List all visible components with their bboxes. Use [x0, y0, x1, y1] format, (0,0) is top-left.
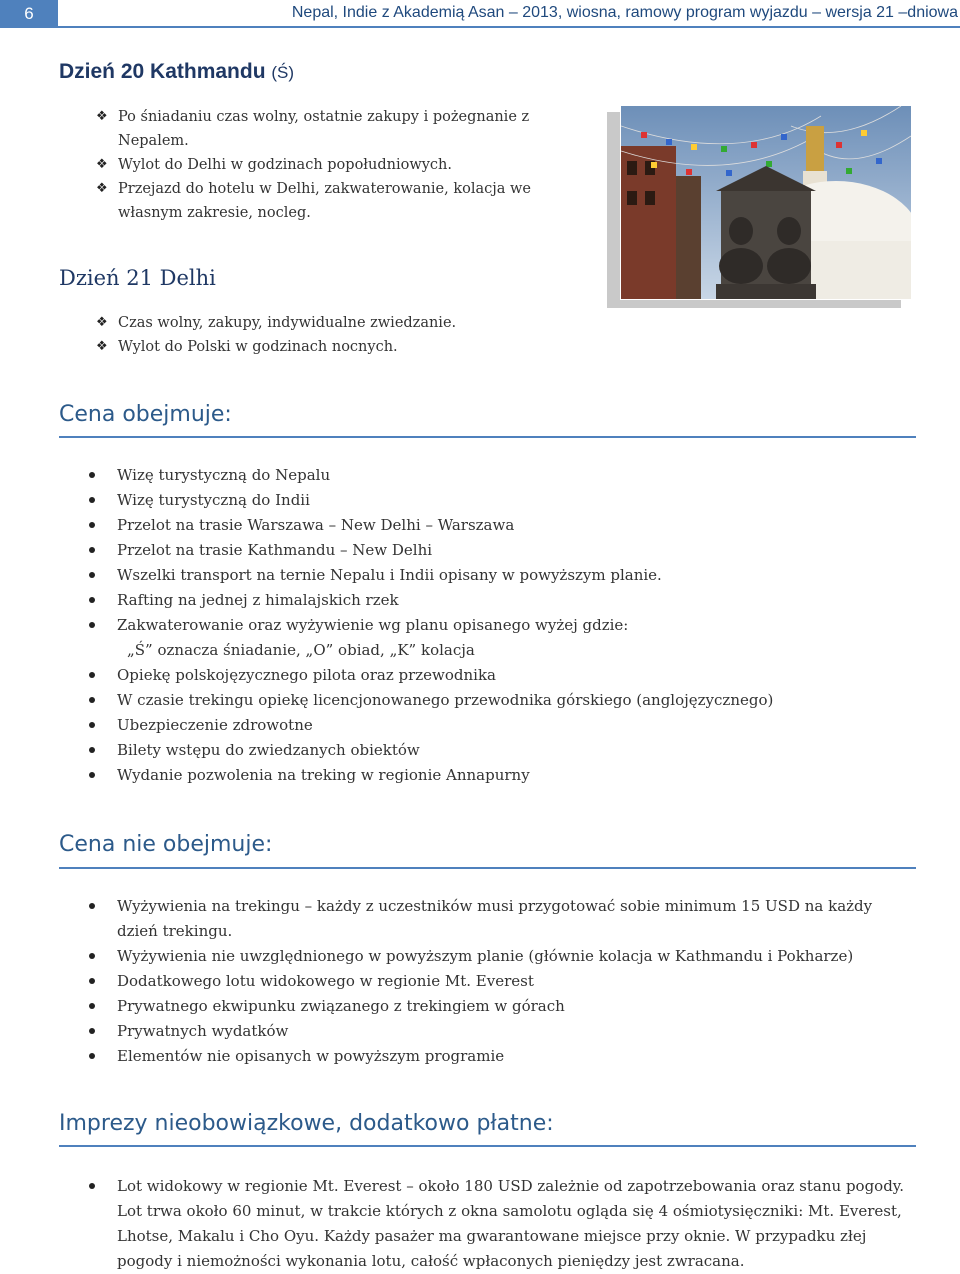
- list-item: Wizę turystyczną do Nepalu: [88, 463, 918, 488]
- header-rule: [58, 26, 960, 28]
- list-item: Ubezpieczenie zdrowotne: [88, 713, 918, 738]
- list-item: Wydanie pozwolenia na treking w regionie Annapurny: [88, 763, 918, 788]
- list-item: Dodatkowego lotu widokowego w regionie Mt. Everest: [88, 969, 878, 994]
- diamond-bullet-icon: ❖: [96, 181, 108, 196]
- diamond-bullet-icon: ❖: [96, 109, 108, 124]
- list-item: Wszelki transport na ternie Nepalu i Indii opisany w powyższym planie.: [88, 563, 918, 588]
- header-title: Nepal, Indie z Akademią Asan – 2013, wiosna, ramowy program wyjazdu – wersja 21 –dniowa: [291, 4, 958, 21]
- optional-rule: [59, 1145, 916, 1147]
- day20-title: Dzień 20 Kathmandu: [59, 60, 266, 83]
- list-item: ❖ Po śniadaniu czas wolny, ostatnie zakupy i pożegnanie z Nepalem.: [96, 105, 566, 153]
- list-item: ❖ Przejazd do hotelu w Delhi, zakwaterowanie, kolacja we własnym zakresie, nocleg.: [96, 177, 566, 225]
- includes-list: [88, 463, 918, 788]
- list-item: Prywatnych wydatków: [88, 1019, 878, 1044]
- day21-title: Dzień 21 Delhi: [59, 266, 216, 290]
- meal-legend: „Ś” oznacza śniadanie, „O” obiad, „K” kolacja: [127, 641, 475, 659]
- list-item: Wyżywienia na trekingu – każdy z uczestników musi przygotować sobie minimum 15 USD na każdy dzień trekingu.: [88, 894, 878, 944]
- list-item: ❖ Czas wolny, zakupy, indywidualne zwiedzanie.: [96, 311, 566, 335]
- list-item: W czasie trekingu opiekę licencjonowanego przewodnika górskiego (anglojęzycznego): [88, 688, 918, 713]
- list-item: Przelot na trasie Kathmandu – New Delhi: [88, 538, 918, 563]
- includes-title: Cena obejmuje:: [59, 402, 232, 427]
- excludes-list: [88, 894, 878, 1069]
- list-item: Rafting na jednej z himalajskich rzek: [88, 588, 918, 613]
- optional-list: [88, 1174, 918, 1274]
- excludes-rule: [59, 867, 916, 869]
- optional-title: Imprezy nieobowiązkowe, dodatkowo płatne:: [59, 1111, 554, 1136]
- excludes-title: Cena nie obejmuje:: [59, 832, 273, 857]
- list-item: Elementów nie opisanych w powyższym programie: [88, 1044, 878, 1069]
- page-header: [0, 0, 960, 30]
- list-item: Wizę turystyczną do Indii: [88, 488, 918, 513]
- list-item: Bilety wstępu do zwiedzanych obiektów: [88, 738, 918, 763]
- includes-rule: [59, 436, 916, 438]
- list-item: Prywatnego ekwipunku związanego z trekingiem w górach: [88, 994, 878, 1019]
- list-item: ❖ Wylot do Polski w godzinach nocnych.: [96, 335, 566, 359]
- day21-list: [96, 311, 566, 359]
- list-item: Przelot na trasie Warszawa – New Delhi – Warszawa: [88, 513, 918, 538]
- list-item: Lot widokowy w regionie Mt. Everest – około 180 USD zależnie od zapotrzebowania oraz stanu pogody. Lot trwa około 60 minut, w trakcie których z okna samolotu ogląda się 4 ośmiotysięczniki: Mt. Everest, Lhotse, Makalu i Cho Oyu. Każdy pasażer ma gwarantowane miejsce przy oknie. W przypadku złej pogody i niemożności wykonania lotu, całość wpłaconych pieniędzy jest zwracana.: [88, 1174, 918, 1274]
- page-number: 6: [0, 0, 58, 28]
- list-item: ❖ Wylot do Delhi w godzinach popołudniowych.: [96, 153, 566, 177]
- day20-list: [96, 105, 566, 225]
- list-item: Wyżywienia nie uwzględnionego w powyższym planie (głównie kolacja w Kathmandu i Pokharze): [88, 944, 878, 969]
- diamond-bullet-icon: ❖: [96, 315, 108, 330]
- list-item: Zakwaterowanie oraz wyżywienie wg planu opisanego wyżej gdzie: „Ś” oznacza śniadanie, „O” obiad, „K” kolacja: [88, 613, 918, 663]
- day20-meal: (Ś): [271, 63, 295, 82]
- day20-heading: [59, 60, 294, 84]
- stupa-photo: [620, 105, 912, 300]
- list-item: Opiekę polskojęzycznego pilota oraz przewodnika: [88, 663, 918, 688]
- stupa-image: [621, 106, 911, 299]
- diamond-bullet-icon: ❖: [96, 157, 108, 172]
- diamond-bullet-icon: ❖: [96, 339, 108, 354]
